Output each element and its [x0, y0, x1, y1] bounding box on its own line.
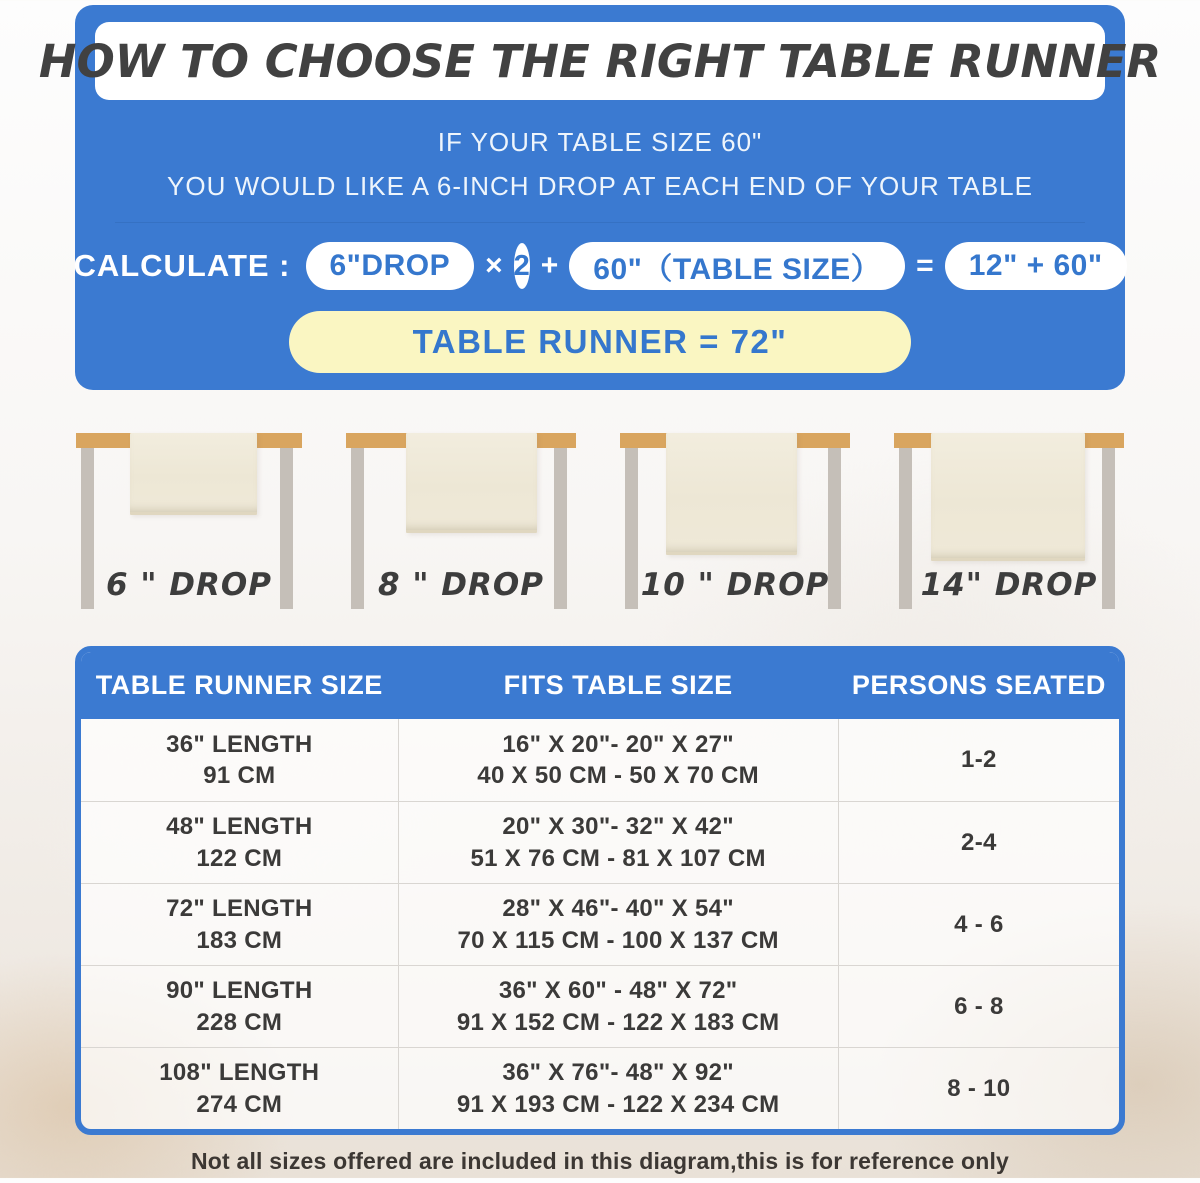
header-panel	[38, 5, 1162, 390]
table-row	[81, 965, 1119, 1047]
equals-operator: =	[916, 249, 934, 282]
fits-size-cm: 40 X 50 CM - 50 X 70 CM	[477, 762, 759, 789]
fits-size-in: 28" X 46"- 40" X 54"	[502, 895, 734, 923]
drop-label: 6 " DROP	[106, 567, 272, 603]
persons-cell: 6 - 8	[954, 992, 1004, 1020]
footer-note: Not all sizes offered are included in this diagram,this is for reference only	[190, 1148, 1010, 1174]
multiplier-badge: 2	[514, 243, 530, 289]
table-row	[81, 801, 1119, 883]
runner-size-cell	[81, 719, 398, 801]
runner-length-cm: 183 CM	[196, 926, 283, 954]
fits-size-in: 36" X 60" - 48" X 72"	[498, 977, 738, 1005]
table-illustration-8in	[346, 433, 576, 609]
fits-size-cell	[398, 884, 839, 965]
column-header-fits-size: FITS TABLE SIZE	[503, 670, 733, 700]
table-row	[81, 883, 1119, 965]
column-header-persons: PERSONS SEATED	[851, 670, 1106, 700]
runner-size-cell	[81, 1048, 398, 1129]
drop-pill: 6"DROP	[306, 242, 475, 290]
drop-label: 14" DROP	[920, 567, 1098, 603]
runner-length-cm: 122 CM	[196, 844, 283, 872]
runner-drape	[130, 433, 257, 515]
persons-cell: 8 - 10	[947, 1074, 1011, 1102]
subtitle-line-2: YOU WOULD LIKE A 6-INCH DROP AT EACH END OF YOUR TABLE	[167, 171, 1033, 201]
sum-pill: 12" + 60"	[945, 242, 1127, 290]
table-size-pill: 60"（TABLE SIZE）	[569, 242, 905, 290]
fits-size-cm: 51 X 76 CM - 81 X 107 CM	[470, 844, 766, 872]
runner-length-in: 108" LENGTH	[159, 1059, 320, 1087]
size-table-header	[81, 652, 1119, 719]
fits-size-cell	[398, 802, 839, 883]
persons-cell: 2-4	[961, 828, 997, 856]
size-table-body	[81, 719, 1119, 1129]
runner-size-cell	[81, 966, 398, 1047]
persons-cell: 4 - 6	[954, 910, 1004, 938]
runner-length-in: 72" LENGTH	[166, 895, 313, 923]
fits-size-in: 36" X 76"- 48" X 92"	[502, 1059, 734, 1087]
table-illustration-14in	[894, 433, 1124, 609]
size-table	[75, 646, 1125, 1135]
drop-illustrations	[76, 433, 1124, 609]
divider	[115, 222, 1085, 223]
fits-size-in: 20" X 30"- 32" X 42"	[502, 813, 734, 841]
drop-label: 8 " DROP	[378, 567, 544, 603]
title-box	[38, 22, 1162, 100]
runner-drape	[406, 433, 537, 533]
subtitle-line-1: IF YOUR TABLE SIZE 60"	[437, 127, 763, 157]
plus-operator: +	[540, 249, 559, 282]
table-row	[81, 719, 1119, 801]
runner-size-cell	[81, 802, 398, 883]
drop-label: 10 " DROP	[640, 567, 830, 603]
runner-length-in: 90" LENGTH	[166, 977, 313, 1005]
page-title: HOW TO CHOOSE THE RIGHT TABLE RUNNER	[38, 34, 1162, 88]
runner-length-cm: 91 CM	[203, 762, 276, 789]
calculate-label: CALCULATE :	[73, 248, 291, 283]
fits-size-cm: 91 X 152 CM - 122 X 183 CM	[456, 1008, 780, 1036]
multiply-operator: ×	[485, 249, 503, 282]
runner-length-in: 36" LENGTH	[166, 730, 313, 758]
table-illustration-10in	[620, 433, 850, 609]
fits-size-cell	[398, 719, 839, 801]
fits-size-in: 16" X 20"- 20" X 27"	[502, 730, 734, 758]
runner-drape	[666, 433, 797, 555]
runner-length-cm: 228 CM	[196, 1008, 283, 1036]
fits-size-cm: 91 X 193 CM - 122 X 234 CM	[456, 1090, 780, 1118]
table-row	[81, 1047, 1119, 1129]
runner-size-cell	[81, 884, 398, 965]
runner-length-in: 48" LENGTH	[166, 813, 313, 841]
persons-cell: 1-2	[961, 746, 997, 774]
fits-size-cell	[398, 966, 839, 1047]
runner-length-cm: 274 CM	[196, 1090, 283, 1118]
result-pill: TABLE RUNNER = 72"	[289, 311, 911, 373]
table-illustration-6in	[76, 433, 302, 609]
column-header-runner-size: TABLE RUNNER SIZE	[95, 670, 383, 700]
fits-size-cm: 70 X 115 CM - 100 X 137 CM	[457, 926, 779, 954]
fits-size-cell	[398, 1048, 839, 1129]
runner-drape	[931, 433, 1085, 561]
calculation-row	[73, 242, 1105, 290]
